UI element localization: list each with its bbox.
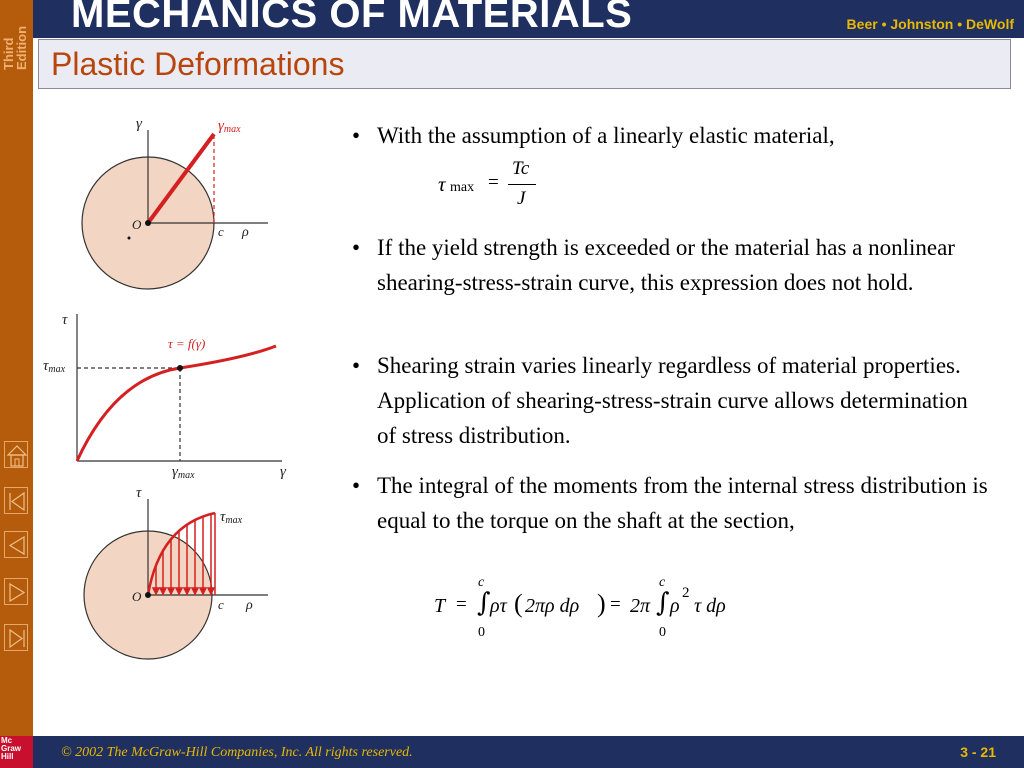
first-slide-button[interactable] [4,487,28,514]
edition-label: Third Edition [1,25,29,70]
bullet-symbol: • [352,123,361,148]
tau-axis-label: τ [62,312,68,328]
previous-slide-icon [5,532,29,559]
stress-strain-curve-figure [40,308,310,483]
home-button[interactable] [4,441,28,468]
integral-sign: ∫ [656,588,670,618]
origin-label: O [132,589,142,604]
bullet-text: With the assumption of a linearly elastic material, [377,123,835,148]
c-label: c [218,597,224,612]
bullet-symbol: • [352,353,361,378]
curve-label: τ = f(γ) [168,336,206,351]
stress-strain-curve [77,346,276,461]
previous-slide-button[interactable] [4,531,28,558]
page-number: 3 - 21 [960,744,996,760]
gamma-axis-label: γ [280,464,286,480]
gamma-max-label: γmax [218,118,241,135]
stress-distribution-figure [72,485,302,665]
mcgraw-hill-logo: Mc Graw Hill [0,736,33,768]
last-slide-icon [5,625,29,652]
bullet-text: The integral of the moments from the internal stress distribution is equal to the torque on the shaft at the section, [377,473,988,533]
authors: Beer • Johnston • DeWolf [846,16,1014,32]
strain-distribution-figure [72,108,302,308]
bullet-symbol: • [352,473,361,498]
rho-label: ρ [242,225,249,240]
origin-dot [145,592,151,598]
next-slide-button[interactable] [4,578,28,605]
gamma-max-label: γmax [172,464,195,481]
origin-dot [145,220,151,226]
rho-label: ρ [246,598,253,613]
bullet-text: If the yield strength is exceeded or the material has a nonlinear shearing-stress-strain curve, this expression does not hold. [377,235,955,295]
bullet-symbol: • [352,235,361,260]
tau-max-label: τmax [43,358,66,375]
integral-sign: ∫ [477,588,491,618]
tau-max-formula: τ max = Tc J [438,160,548,216]
copyright-text: © 2002 The McGraw-Hill Companies, Inc. All rights reserved. [61,745,413,760]
gamma-axis-label: γ [136,116,142,132]
torque-integral-formula: T = c ∫ 0 ρτ ( 2πρ dρ ) = 2π c ∫ 0 ρ 2 τ dρ [434,575,726,640]
course-title: MECHANICS OF MATERIALS [71,0,633,36]
tau-axis-label: τ [136,485,142,501]
header-bar [33,0,1024,38]
slide-title: Plastic Deformations [51,46,345,82]
origin-label: O [132,217,142,232]
tau-max-point [177,365,183,371]
tau-max-label: τmax [220,509,243,526]
home-icon [5,442,29,469]
bullet-text: Shearing strain varies linearly regardless of material properties. Application of shearing-stress-strain curve allows determination of stress distribution. [377,353,968,448]
next-slide-icon [5,579,29,606]
slide-title-box [38,39,1011,89]
footer-bar [33,736,1024,768]
c-label: c [218,224,224,239]
last-slide-button[interactable] [4,624,28,651]
first-slide-icon [5,488,29,515]
